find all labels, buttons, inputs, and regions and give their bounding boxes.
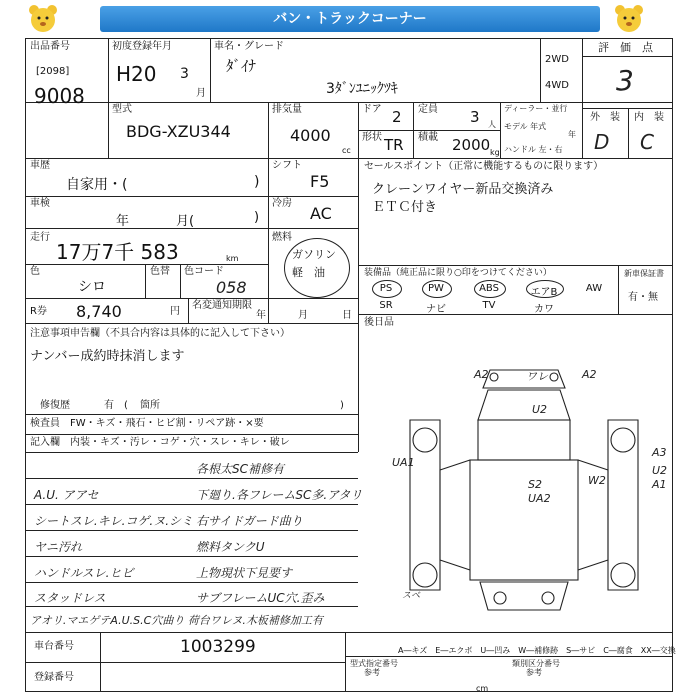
hand-note-4: シートスレ.キレ.コゲ.ヌ.シミ: [34, 514, 194, 528]
repair-unit: 箇所: [140, 400, 160, 411]
hand-note-12: アオリ.マエゲテA.U.S.C穴曲り 荷台ワレヌ.木板補修加工有: [30, 614, 323, 627]
usage-value: 自家用・(: [66, 177, 128, 193]
recycle-notice-day: 日: [342, 310, 352, 321]
inspector-line1: FW・キズ・飛石・ヒビ割・リペア跡・×要: [70, 418, 264, 429]
recycle-notice-label: 名変通知期限: [192, 300, 252, 311]
equip-aw: AW: [585, 283, 603, 294]
ac-label: 冷房: [272, 198, 292, 209]
mascot-bear-left-icon: [26, 3, 60, 35]
displacement-unit: cc: [342, 146, 351, 155]
rating-label: 評 価 点: [598, 41, 653, 54]
fuel-sub: 軽 油: [292, 266, 325, 279]
drive-2wd: 2WD: [545, 54, 569, 65]
diag-mark-a2-right: A2: [582, 368, 597, 381]
hand-note-10: スタッドレス: [34, 591, 106, 605]
usage-label: 車歴: [30, 160, 50, 171]
first-reg-label: 初度登録年月: [112, 41, 172, 52]
page-title: バン・トラックコーナー: [100, 6, 600, 32]
color-value: シロ: [78, 279, 106, 295]
diag-mark-ua2: UA2: [528, 492, 551, 505]
mileage-unit: km: [226, 254, 239, 263]
equip-tv: TV: [482, 300, 496, 311]
first-reg-month-unit: 月: [196, 88, 206, 99]
lot-number: 9008: [34, 84, 85, 108]
equip-airbag: エアB: [530, 287, 558, 298]
equip-abs-circle: [474, 280, 506, 298]
inspection-year: 年: [116, 214, 130, 229]
inspector-line2: 内装・キズ・汚レ・コゲ・穴・スレ・キレ・破レ: [70, 437, 290, 448]
dealer-label: ディーラー・並行: [504, 104, 568, 113]
displacement-label: 排気量: [272, 104, 302, 115]
inspection-label: 車検: [30, 198, 50, 209]
equip-leather: カワ: [534, 304, 554, 315]
car-maker: ﾀﾞｲﾅ: [226, 57, 257, 75]
hand-note-1: 各根太SC補修有: [196, 462, 284, 476]
diag-mark-ua1: UA1: [392, 456, 415, 469]
diag-mark-a1: A1: [652, 478, 667, 491]
hand-note-11: サブフレームUC穴.歪み: [196, 591, 325, 605]
equip-sr: SR: [379, 300, 393, 311]
hand-note-5: 右サイドガード曲り: [196, 514, 303, 528]
rating-score: 3: [616, 64, 634, 97]
equip-abs: ABS: [479, 283, 499, 294]
new-warranty-value: 有・無: [628, 292, 658, 303]
capacity-value: 3: [470, 108, 480, 126]
color-label: 色: [30, 266, 40, 277]
hand-note-9: 上物現状下見要す: [196, 566, 293, 580]
first-reg-month: 3: [180, 66, 189, 82]
recycle-label: R券: [30, 306, 47, 317]
lot-label: 出品番号: [30, 41, 70, 52]
recycle-notice-year: 年: [256, 310, 266, 321]
lot-code: [2098]: [36, 66, 70, 77]
body-type-label: 形状: [362, 132, 382, 143]
capacity-unit: 人: [488, 120, 496, 129]
chassis-value: 1003299: [180, 637, 256, 657]
capacity-label: 定員: [418, 104, 438, 115]
dealer-year-unit: 年: [568, 130, 576, 139]
new-warranty-label: 新車保証書: [624, 269, 664, 278]
notes-label: 注意事項申告欄（不具合内容は具体的に記入して下さい）: [30, 328, 290, 339]
diag-mark-w2: W2: [588, 474, 606, 487]
rating-int-label: 内 装: [634, 112, 664, 123]
usage-close: ): [254, 174, 260, 190]
color-code: 058: [216, 278, 247, 297]
damage-legend: A―キズ E―エクボ U―凹み W―補修跡 S―サビ C―腐食 XX―交換: [398, 646, 676, 655]
diag-mark-a2-left: A2: [474, 368, 489, 381]
equipment-label: 装備品（純正品に限り○印をつけてください）: [364, 268, 552, 278]
chassis-label: 車台番号: [34, 641, 74, 652]
mileage-label: 走行: [30, 232, 50, 243]
sales-line2: ＥＴＣ付き: [372, 200, 438, 215]
equip-pw-circle: [422, 280, 452, 298]
diag-mark-ware: ワレ: [526, 370, 548, 383]
rating-int: C: [640, 130, 654, 154]
repair-value: 有 (: [104, 400, 128, 411]
repair-label: 修復歴: [40, 400, 70, 411]
mascot-bear-right-icon: [612, 3, 646, 35]
sales-line1: クレーンワイヤー新品交換済み: [372, 182, 554, 197]
class-label: 類別区分番号: [512, 659, 560, 668]
type-spec-ref: 参考: [364, 668, 380, 677]
fuel-label: 燃料: [272, 232, 292, 243]
inspection-close: ): [254, 210, 260, 225]
diag-mark-a3: A3: [652, 446, 667, 459]
equip-airbag-circle: [526, 280, 564, 298]
footer-cm: cm: [476, 684, 489, 693]
displacement-value: 4000: [290, 126, 331, 145]
equip-ps-circle: [372, 280, 402, 298]
mileage-value: 17万7千 583: [56, 240, 179, 264]
doors-label: ドア: [362, 104, 382, 115]
diag-mark-u2-side: U2: [652, 464, 668, 477]
dealer-handle: ハンドル 左・右: [504, 145, 563, 154]
fuel-value: ガソリン: [292, 248, 336, 261]
equip-navi: ナビ: [426, 304, 446, 315]
hand-note-8: ハンドルスレ.ヒビ: [34, 566, 134, 580]
drive-4wd: 4WD: [545, 80, 569, 91]
rating-ext-label: 外 装: [590, 112, 620, 123]
inspector-label2: 記入欄: [30, 437, 60, 448]
shift-label: シフト: [272, 160, 302, 171]
equip-pw: PW: [428, 283, 444, 294]
dealer-model-year: モデル 年式: [504, 122, 547, 131]
diag-mark-s2: S2: [528, 478, 542, 491]
diag-mark-sube: スベ: [402, 591, 421, 601]
body-type-value: TR: [384, 136, 404, 154]
rear-item-label: 後日品: [364, 317, 394, 328]
hand-note-6: ヤニ汚れ: [34, 540, 83, 554]
model-label: 型式: [112, 104, 132, 115]
recycle-notice-month: 月: [298, 310, 308, 321]
color-code-label: 色コード: [184, 266, 224, 277]
inspector-label: 検査員: [30, 418, 60, 429]
load-value: 2000: [452, 136, 491, 154]
equip-ps: PS: [379, 283, 393, 294]
hand-note-7: 燃料タンクU: [196, 540, 265, 554]
notes-line1: ナンバー成約時抹消します: [30, 349, 185, 364]
name-label: 車名・グレード: [214, 41, 284, 52]
load-unit: kg: [490, 148, 500, 157]
inspection-month: 月(: [176, 214, 195, 229]
first-reg-year: H20: [116, 62, 157, 86]
ac-value: AC: [310, 204, 332, 223]
color-sub-label: 色替: [150, 266, 170, 277]
type-spec-label: 型式指定番号: [350, 659, 398, 668]
shift-value: F5: [310, 172, 330, 191]
hand-note-3: 下廻り.各フレームSC多.アタリ: [196, 488, 363, 502]
car-grade: 3ﾀﾞﾝﾕﾆｯｸﾂｷ: [326, 81, 398, 97]
diag-mark-u2-top: U2: [532, 403, 548, 416]
repair-close: ): [340, 400, 344, 411]
sales-label: セールスポイント（正常に機能するものに限ります）: [364, 161, 604, 172]
hand-note-2: A.U. アアセ: [34, 488, 99, 502]
rating-ext: D: [594, 130, 610, 154]
load-label: 積載: [418, 132, 438, 143]
model-value: BDG-XZU344: [126, 122, 231, 141]
recycle-unit: 円: [170, 306, 180, 317]
recycle-value: 8,740: [76, 302, 122, 321]
registration-label: 登録番号: [34, 672, 74, 683]
doors-value: 2: [392, 108, 402, 126]
class-ref: 参考: [526, 668, 542, 677]
